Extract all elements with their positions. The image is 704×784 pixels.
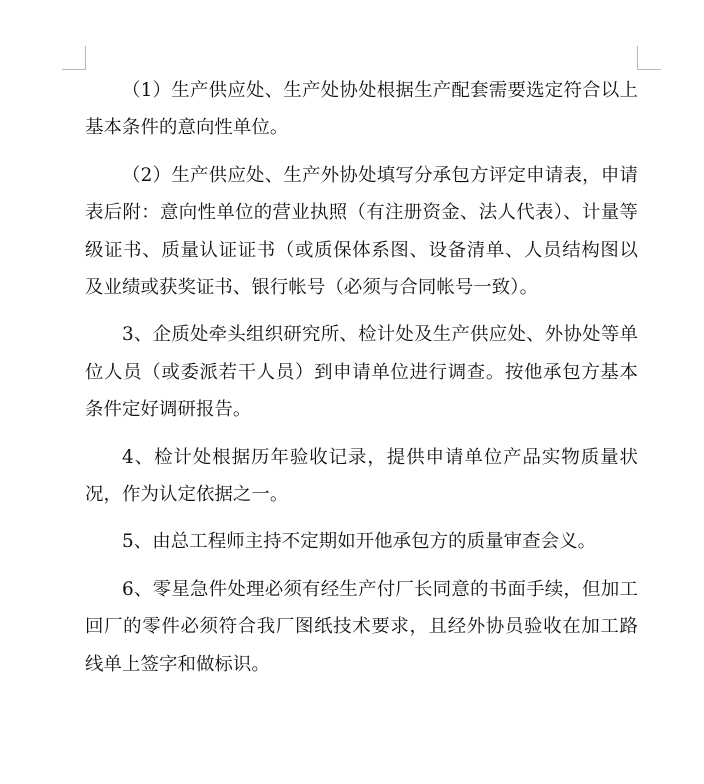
crop-mark-top-left	[85, 46, 86, 70]
document-body	[85, 72, 638, 693]
paragraph: （2）生产供应处、生产外协处填写分承包方评定申请表，申请表后附：意向性单位的营业执照（有注册资金、法人代表）、计量等级证书、质量认证证书（或质保体系图、设备清单、人员结构图以及业绩或获奖证书、银行帐号（必须与合同帐号一致）。	[85, 164, 638, 299]
paragraph: 6、零星急件处理必须有经生产付厂长同意的书面手续，但加工回厂的零件必须符合我厂图纸技术要求，且经外协员验收在加工路线单上签字和做标识。	[85, 578, 638, 675]
paragraph: 3、企质处牵头组织研究所、检计处及生产供应处、外协处等单位人员（或委派若干人员）到申请单位进行调查。按他承包方基本条件定好调研报告。	[85, 324, 638, 421]
paragraph: 4、检计处根据历年验收记录，提供申请单位产品实物质量状况，作为认定依据之一。	[85, 446, 638, 506]
crop-mark-top-right	[637, 69, 661, 70]
paragraph: （1）生产供应处、生产处协处根据生产配套需要选定符合以上基本条件的意向性单位。	[85, 80, 638, 139]
paragraph: 5、由总工程师主持不定期如开他承包方的质量审查会义。	[122, 531, 597, 553]
crop-mark-top-right	[637, 46, 638, 70]
crop-mark-top-left	[62, 69, 86, 70]
